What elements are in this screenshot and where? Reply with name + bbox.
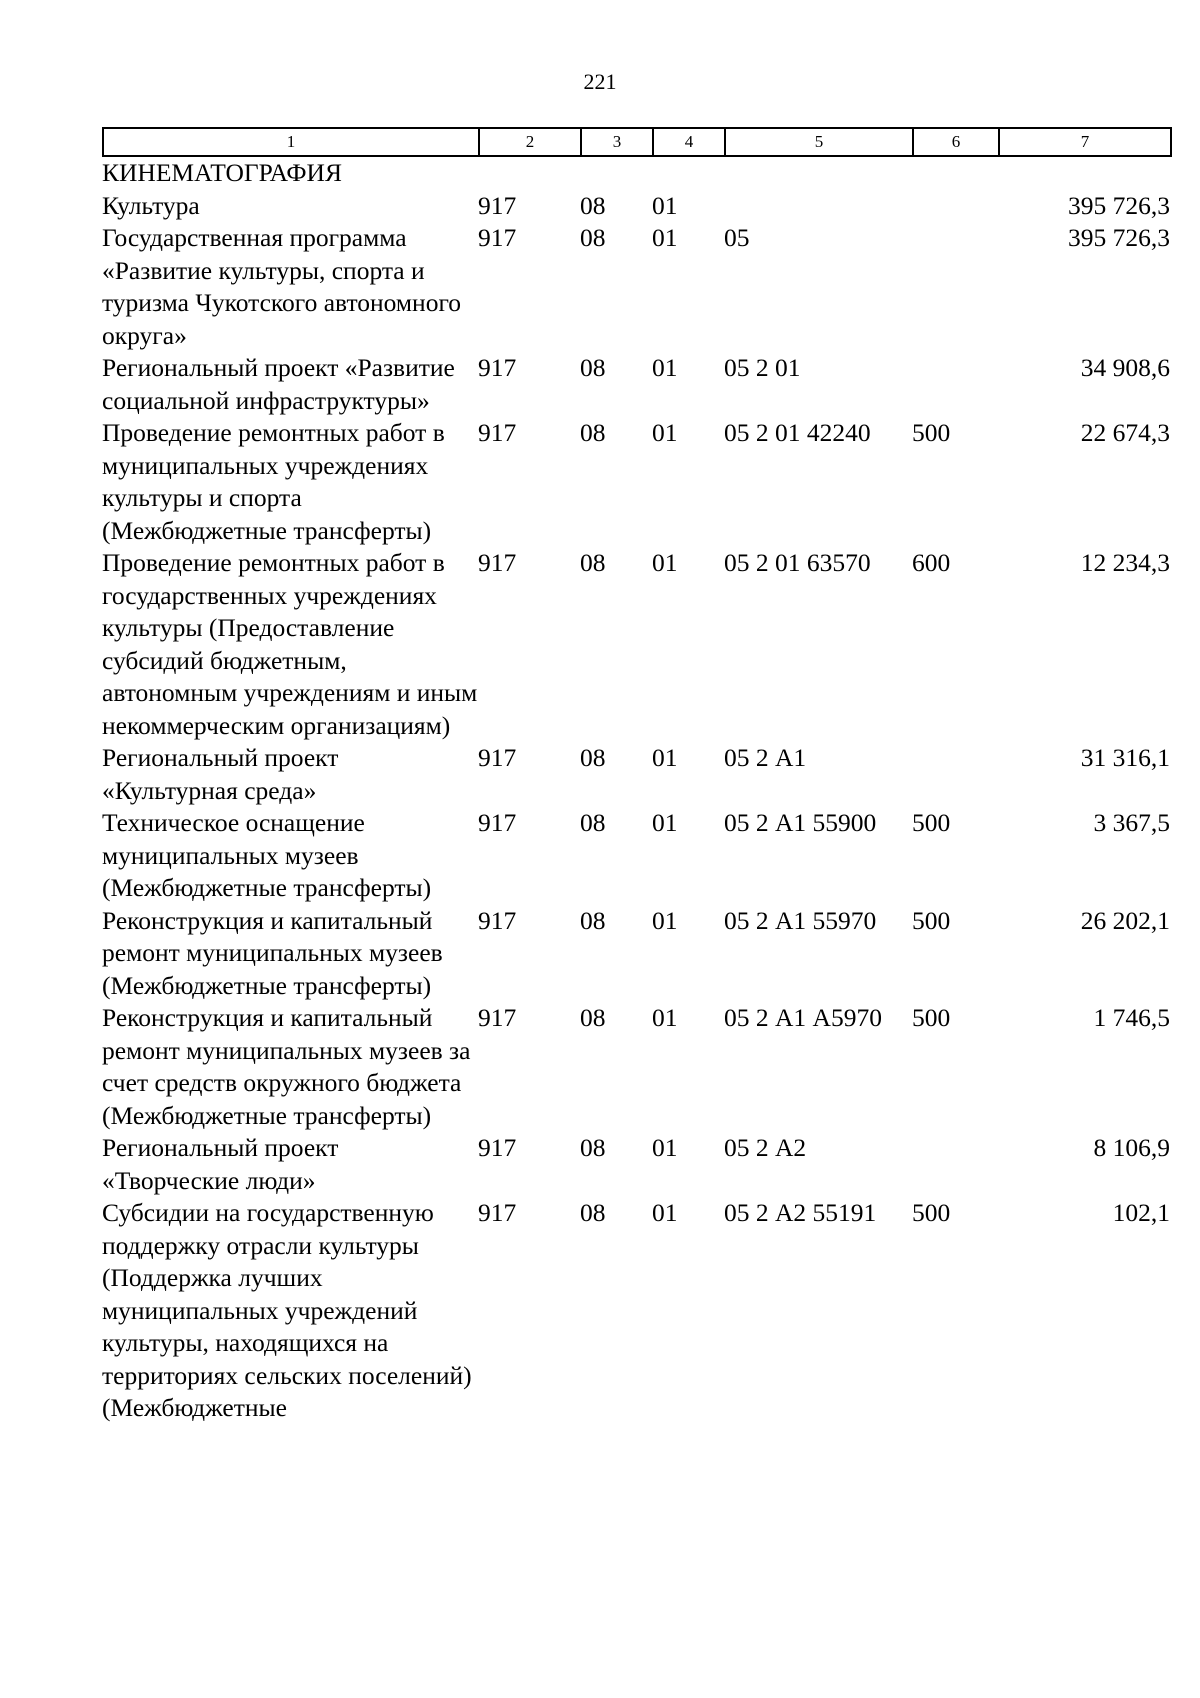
- row-amount: 395 726,3: [1068, 223, 1170, 252]
- row-amount: 1 746,5: [1093, 1003, 1170, 1032]
- row-ministry-code: 917: [478, 1133, 517, 1162]
- row-section-code: 08: [580, 418, 606, 447]
- column-number-3: 3: [581, 128, 653, 156]
- row-expense-type-code: [912, 1132, 998, 1197]
- row-amount: 3 367,5: [1093, 808, 1170, 837]
- row-name: Региональный проект «Творческие люди»: [102, 1133, 339, 1195]
- row-subsection-code: 01: [652, 548, 678, 577]
- row-amount: 31 316,1: [1080, 743, 1170, 772]
- row-subsection-code: 01: [652, 808, 678, 837]
- row-target-code: [724, 190, 912, 223]
- row-name: Региональный проект «Культурная среда»: [102, 743, 339, 805]
- section-heading-row: [102, 157, 1170, 190]
- row-ministry-code: 917: [478, 905, 517, 935]
- row-ministry-code: 917: [478, 353, 517, 382]
- column-number-2: 2: [479, 128, 581, 156]
- row-target-code: 05 2 А2: [724, 1133, 807, 1162]
- row-expense-type-code: [912, 352, 998, 417]
- row-target-code: 05 2 А1 55970: [724, 905, 877, 935]
- row-ministry-code: 917: [478, 548, 517, 577]
- row-ministry-code: 917: [478, 223, 517, 252]
- row-amount: 26 202,1: [1080, 905, 1170, 935]
- row-subsection-code: 01: [652, 1003, 678, 1032]
- row-expense-type-code: 500: [912, 808, 951, 837]
- row-target-code: 05 2 01 42240: [724, 418, 871, 447]
- row-target-code: 05 2 01 63570: [724, 548, 871, 577]
- row-expense-type-code: [912, 190, 998, 223]
- row-section-code: 08: [580, 1133, 606, 1162]
- row-subsection-code: 01: [652, 190, 678, 220]
- table-row: [102, 417, 1170, 547]
- row-name: Техническое оснащение муниципальных музеев (Межбюджетные трансферты): [102, 808, 432, 902]
- budget-table: [102, 157, 1170, 1425]
- table-row: [102, 547, 1170, 742]
- column-number-7: 7: [999, 128, 1171, 156]
- row-ministry-code: 917: [478, 1003, 517, 1032]
- row-section-code: 08: [580, 905, 606, 935]
- section-heading: КИНЕМАТОГРАФИЯ: [102, 158, 342, 187]
- row-name: Культура: [102, 190, 200, 220]
- table-row: [102, 1197, 1170, 1425]
- table-row: [102, 1132, 1170, 1197]
- row-section-code: 08: [580, 1003, 606, 1032]
- row-subsection-code: 01: [652, 743, 678, 772]
- row-name: Региональный проект «Развитие социальной инфраструктуры»: [102, 353, 455, 415]
- row-amount: 34 908,6: [1080, 353, 1170, 382]
- table-row: [102, 905, 1170, 1003]
- column-number-4: 4: [653, 128, 725, 156]
- row-amount: 22 674,3: [1080, 418, 1170, 447]
- table-row: [102, 742, 1170, 807]
- table-row: [102, 807, 1170, 905]
- row-amount: 395 726,3: [1068, 190, 1170, 220]
- row-subsection-code: 01: [652, 418, 678, 447]
- row-expense-type-code: 500: [912, 418, 951, 447]
- table-row: [102, 222, 1170, 352]
- row-section-code: 08: [580, 548, 606, 577]
- page-number: 221: [583, 69, 617, 94]
- column-number-header: [102, 127, 1172, 157]
- row-ministry-code: 917: [478, 808, 517, 837]
- table-row: [102, 1002, 1170, 1132]
- row-name: Государственная программа «Развитие культуры, спорта и туризма Чукотского автономного округа»: [102, 223, 462, 350]
- row-target-code: 05 2 А1 А5970: [724, 1003, 882, 1032]
- row-expense-type-code: [912, 222, 998, 352]
- row-name: Реконструкция и капитальный ремонт муниципальных музеев за счет средств окружного бюджета (Межбюджетные трансферты): [102, 1003, 471, 1130]
- row-subsection-code: 01: [652, 223, 678, 252]
- row-expense-type-code: 600: [912, 548, 951, 577]
- row-section-code: 08: [580, 353, 606, 382]
- row-subsection-code: 01: [652, 1133, 678, 1162]
- row-ministry-code: 917: [478, 190, 517, 220]
- row-expense-type-code: [912, 742, 998, 807]
- row-subsection-code: 01: [652, 353, 678, 382]
- row-amount: 102,1: [1112, 1198, 1170, 1227]
- row-subsection-code: 01: [652, 1198, 678, 1227]
- row-target-code: 05: [724, 223, 750, 252]
- table-row: [102, 190, 1170, 223]
- row-name: Проведение ремонтных работ в государственных учреждениях культуры (Предоставление субсидий бюджетным, автономным учреждениям и иным некоммерческим организациям): [102, 548, 478, 740]
- row-expense-type-code: 500: [912, 1198, 951, 1227]
- row-name: Субсидии на государственную поддержку отрасли культуры (Поддержка лучших муниципальных учреждений культуры, находящихся на территориях сельских поселений) (Межбюджетные: [102, 1198, 472, 1422]
- row-section-code: 08: [580, 743, 606, 772]
- row-ministry-code: 917: [478, 418, 517, 447]
- row-section-code: 08: [580, 223, 606, 252]
- row-section-code: 08: [580, 808, 606, 837]
- table-row: [102, 352, 1170, 417]
- row-subsection-code: 01: [652, 905, 678, 935]
- row-expense-type-code: 500: [912, 905, 951, 935]
- row-section-code: 08: [580, 190, 606, 220]
- row-name: Проведение ремонтных работ в муниципальных учреждениях культуры и спорта (Межбюджетные трансферты): [102, 418, 445, 545]
- row-target-code: 05 2 А2 55191: [724, 1198, 877, 1227]
- row-target-code: 05 2 01: [724, 353, 801, 382]
- column-number-6: 6: [913, 128, 999, 156]
- row-section-code: 08: [580, 1198, 606, 1227]
- column-number-5: 5: [725, 128, 913, 156]
- row-expense-type-code: 500: [912, 1003, 951, 1032]
- column-number-1: 1: [103, 128, 479, 156]
- budget-table-body: [102, 157, 1170, 1425]
- row-amount: 8 106,9: [1093, 1133, 1170, 1162]
- row-target-code: 05 2 А1 55900: [724, 808, 877, 837]
- row-ministry-code: 917: [478, 743, 517, 772]
- row-amount: 12 234,3: [1080, 548, 1170, 577]
- row-target-code: 05 2 А1: [724, 743, 807, 772]
- row-ministry-code: 917: [478, 1198, 517, 1227]
- row-name: Реконструкция и капитальный ремонт муниципальных музеев (Межбюджетные трансферты): [102, 905, 443, 1000]
